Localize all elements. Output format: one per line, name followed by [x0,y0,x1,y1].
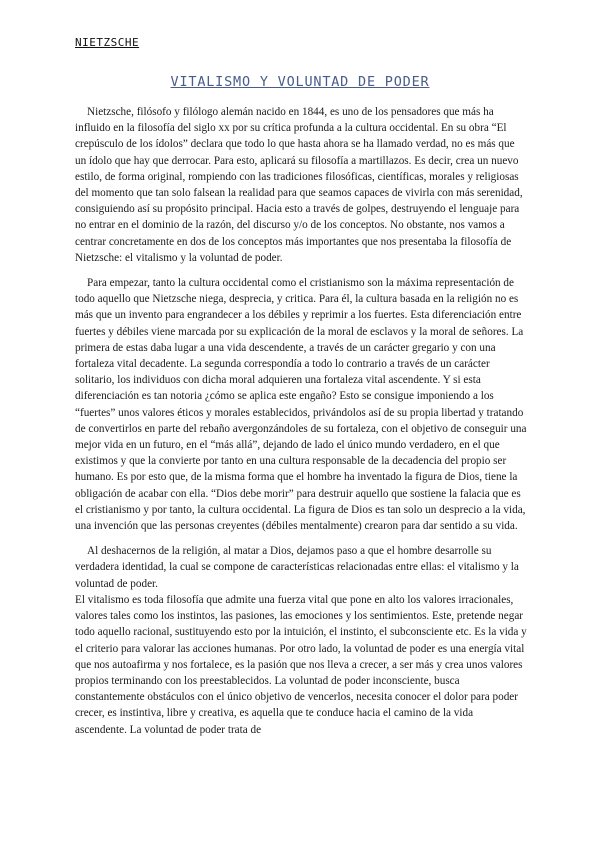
document-title: VITALISMO Y VOLUNTAD DE PODER [170,74,430,90]
paragraph-vitalism: El vitalismo es toda filosofía que admite una fuerza vital que pone en alto los valores irracionales, valores tales como los instintos, las pasiones, las emociones y los sentimientos. Este, pretende negar todo aquello racional, sustituyendo esto por la intuición, el instinto, el subconsciente etc. Es la vida y el criterio para valorar las acciones humanas. Por otro lado, la voluntad de poder es una energía vital que nos autoafirma y nos fortalece, es la pasión que nos lleva a crecer, a ser más y crea unos valores propios terminando con los preestablecidos. La voluntad de poder inconsciente, busca constantemente obstáculos con el único objetivo de vencerlos, necesita conocer el dolor para poder crecer, es instintiva, libre y creativa, es aquella que te conduce hacia el camino de la vida ascendente. La voluntad de poder trata de [75,593,527,736]
document-body [75,104,527,747]
page-header-author: NIETZSCHE [75,36,140,49]
paragraph-religion: Al deshacernos de la religión, al matar a Dios, dejamos paso a que el hombre desarrolle su verdadera identidad, la cual se compone de características relacionadas entre ellas: el vitalismo y la voluntad de poder. [75,545,519,590]
paragraph-intro: Nietzsche, filósofo y filólogo alemán nacido en 1844, es uno de los pensadores que más ha influido en la filosofía del siglo xx por su crítica profunda a la cultura occidental. En su obra “El crepúsculo de los ídolos” declara que todo lo que hasta ahora se ha llamado verdad, no es más que un ídolo que hay que derrocar. Para esto, aplicará su filosofía a martillazos. Es decir, crea un nuevo estilo, de forma original, rompiendo con las tradiciones filosóficas, científicas, morales y religiosas del momento que tan solo falsean la realidad para que seamos capaces de vivirla con más serenidad, consiguiendo así su propósito principal. Hacia esto a través de golpes, destruyendo el lenguaje para no entrar en el dominio de la razón, del discurso y/o de los conceptos. No obstante, nos vamos a centrar concretamente en dos de los conceptos más importantes que nos presentaba la filosofía de Nietzsche: el vitalismo y la voluntad de poder. [75,106,523,264]
paragraph-culture: Para empezar, tanto la cultura occidental como el cristianismo son la máxima representación de todo aquello que Nietzsche niega, desprecia, y critica. Para él, la cultura basada en la religión no es más que un invento para engrandecer a los débiles y reprimir a los fuertes. Esta diferenciación entre fuertes y débiles viene marcada por su explicación de la moral de esclavos y la moral de señores. La primera de estas daba lugar a una vida descendente, a través de un carácter gregario y con una fortaleza vital decadente. La segunda correspondía a todo lo contrario a través de un carácter solitario, los individuos con dicha moral adquieren una fortaleza vital ascendente. Y si esta diferenciación es tan notoria ¿cómo se aplica este engaño? Esto se consigue imponiendo a los “fuertes” unos valores éticos y morales establecidos, privándolos así de su propia libertad y tratando de convertirlos en parte del rebaño avergonzándoles de su fortaleza, con el objetivo de conseguir una mejor vida en un futuro, en el “más allá”, dejando de lado el único mundo verdadero, en el que existimos y que la convierte por tanto en una cultura responsable de la decadencia del propio ser humano. Es por esto que, de la misma forma que el hombre ha inventado la figura de Dios, tiene la obligación de acabar con ella. “Dios debe morir” para destruir aquello que sostiene la falacia que es el cristianismo y por tanto, la cultura occidental. La figura de Dios es tan solo un desprecio a la vida, una invención que las personas creyentes (débiles mentalmente) crearon para dar sentido a su vida. [75,277,527,533]
